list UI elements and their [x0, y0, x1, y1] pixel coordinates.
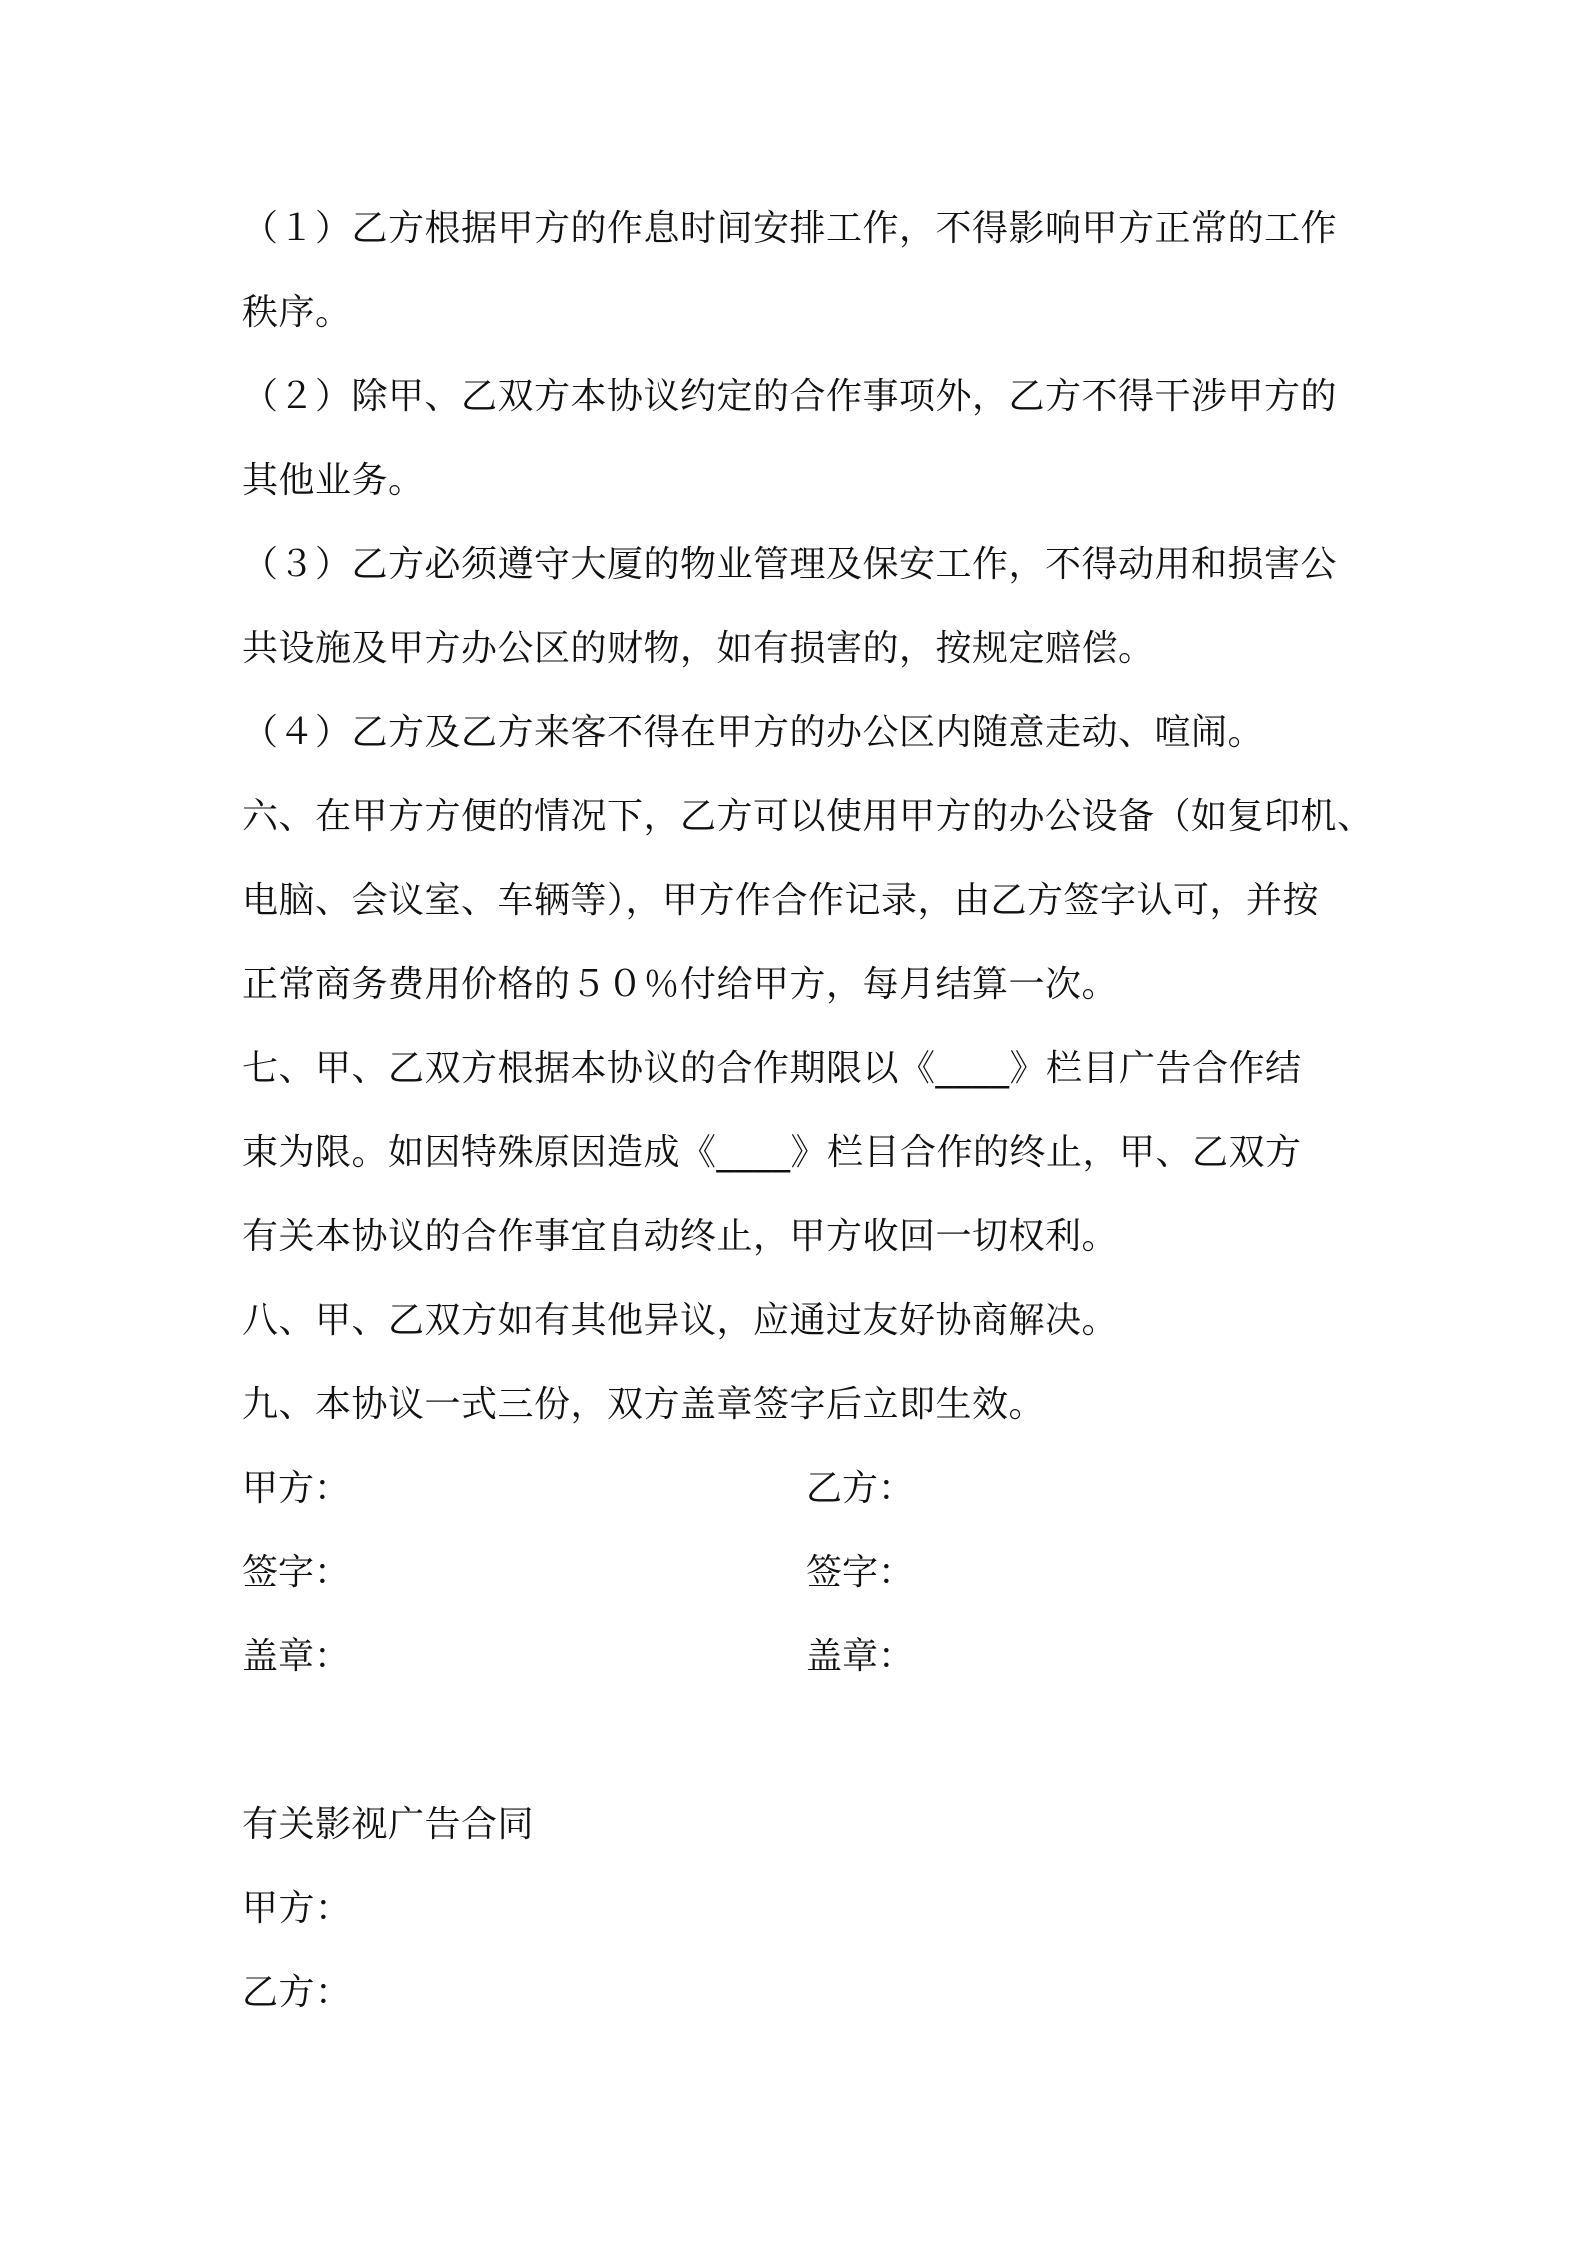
clause-5-3-line-2: 共设施及甲方办公区的财物，如有损害的，按规定赔偿。	[242, 628, 1155, 669]
clause-5-2-line-1: （２）除甲、乙双方本协议约定的合作事项外，乙方不得干涉甲方的	[242, 376, 1338, 417]
party-a-label: 甲方：	[242, 1468, 351, 1509]
next-contract-party-a: 甲方：	[242, 1888, 352, 1929]
signature-row-sign	[242, 1549, 1362, 1597]
sign-a-label: 签字：	[242, 1552, 351, 1593]
seal-b-label: 盖章：	[806, 1636, 915, 1677]
clause-6-line-2: 电脑、会议室、车辆等），甲方作合作记录，由乙方签字认可，并按	[242, 880, 1320, 921]
clause-7-line-3: 有关本协议的合作事宜自动终止，甲方收回一切权利。	[242, 1216, 1119, 1257]
signature-row-seal	[242, 1633, 1362, 1681]
clause-6-line-1: 六、在甲方方便的情况下，乙方可以使用甲方的办公设备（如复印机、	[242, 796, 1374, 837]
clause-5-2-line-2: 其他业务。	[242, 460, 425, 501]
sign-b-label: 签字：	[806, 1552, 915, 1593]
clause-5-4-line-1: （４）乙方及乙方来客不得在甲方的办公区内随意走动、喧闹。	[242, 712, 1265, 753]
clause-6-line-3: 正常商务费用价格的５０％付给甲方，每月结算一次。	[242, 964, 1119, 1005]
next-contract-title: 有关影视广告合同	[242, 1804, 535, 1845]
clause-7-line-1: 七、甲、乙双方根据本协议的合作期限以《____》栏目广告合作结	[242, 1048, 1302, 1089]
clause-9-line-1: 九、本协议一式三份，双方盖章签字后立即生效。	[242, 1384, 1046, 1425]
next-contract-party-b: 乙方：	[242, 1972, 352, 2013]
clause-8-line-1: 八、甲、乙双方如有其他异议，应通过友好协商解决。	[242, 1300, 1119, 1341]
clause-7-line-2: 束为限。如因特殊原因造成《____》栏目合作的终止，甲、乙双方	[242, 1132, 1302, 1173]
signature-row-party	[242, 1465, 1362, 1513]
clause-5-1-line-1: （１）乙方根据甲方的作息时间安排工作，不得影响甲方正常的工作	[242, 208, 1338, 249]
seal-a-label: 盖章：	[242, 1636, 351, 1677]
party-b-label: 乙方：	[806, 1468, 915, 1509]
clause-5-1-line-2: 秩序。	[242, 292, 352, 333]
clause-5-3-line-1: （３）乙方必须遵守大厦的物业管理及保安工作，不得动用和损害公	[242, 544, 1338, 585]
